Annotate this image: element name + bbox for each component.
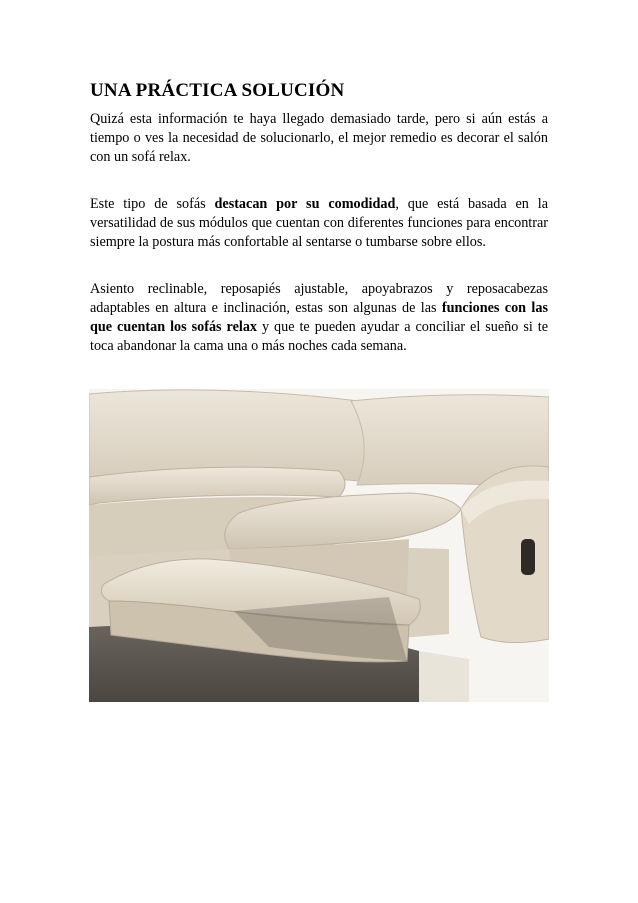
paragraph-comfort	[90, 195, 548, 252]
paragraph-comfort-bold: destacan por su comodidad	[214, 196, 396, 212]
recliner-lever	[521, 539, 535, 575]
paragraph-intro-text: Quizá esta información te haya llegado demasiado tarde, pero si aún estás a tiempo o ves la necesidad de solucionarlo, el mejor remedio es decorar el salón con un sofá relax.	[90, 111, 548, 165]
sofa-relax-photo	[89, 389, 549, 702]
paragraph-functions-before: Asiento reclinable, reposapiés ajustable, apoyabrazos y reposacabezas adaptables en altura e inclinación, estas son algunas de las	[90, 281, 548, 316]
sofa-illustration	[89, 389, 549, 702]
paragraph-functions	[90, 280, 548, 356]
paragraph-intro	[90, 110, 548, 167]
page-title: UNA PRÁCTICA SOLUCIÓN	[90, 80, 345, 101]
document-body	[90, 80, 548, 356]
paragraph-functions-bold: funciones con las que cuentan los sofás relax	[90, 300, 548, 335]
paragraph-comfort-after: , que está basada en la versatilidad de sus módulos que cuentan con diferentes funciones para encontrar siempre la postura más confortable al sentarse o tumbarse sobre ellos.	[90, 196, 548, 250]
paragraph-functions-after: y que te pueden ayudar a conciliar el sueño si te toca abandonar la cama una o más noches cada semana.	[90, 319, 549, 354]
paragraph-comfort-before: Este tipo de sofás	[90, 196, 215, 212]
floor-right	[419, 651, 469, 702]
